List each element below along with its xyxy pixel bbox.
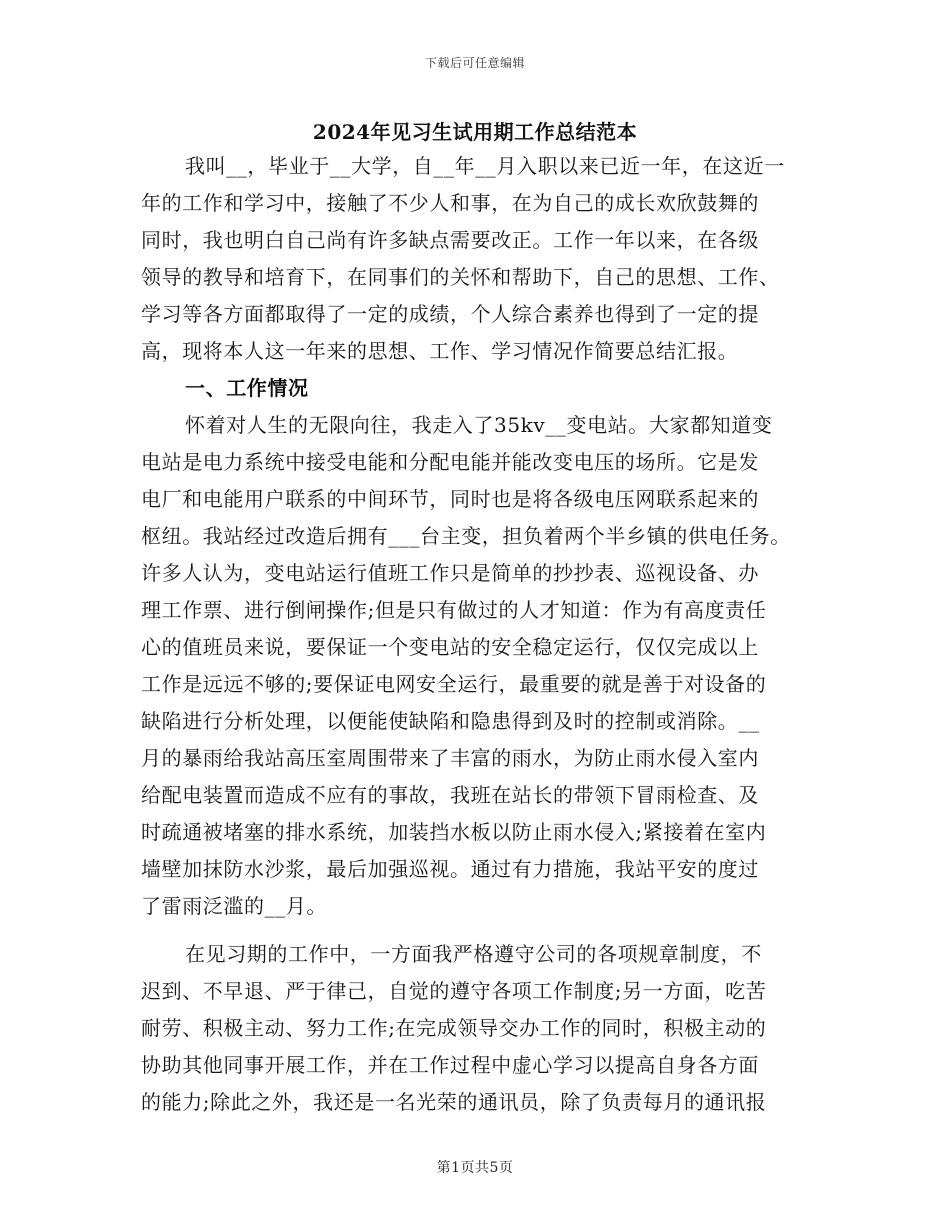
text-line: 枢纽。我站经过改造后拥有___台主变，担负着两个半乡镇的供电任务。 bbox=[141, 524, 791, 548]
paragraph-spacer bbox=[141, 925, 821, 936]
text-line: 电站是电力系统中接受电能和分配电能并能改变电压的场所。它是发 bbox=[141, 450, 759, 474]
text-line: 迟到、不早退、严于律己，自觉的遵守各项工作制度;另一方面，吃苦 bbox=[141, 979, 767, 1003]
text-line: 给配电装置而造成不应有的事故，我班在站长的带领下冒雨检查、及 bbox=[141, 783, 759, 807]
text-line: 月的暴雨给我站高压室周围带来了丰富的雨水，为防止雨水侵入室内 bbox=[141, 746, 759, 770]
text-line: 领导的教导和培育下，在同事们的关怀和帮助下，自己的思想、工作、 bbox=[141, 265, 780, 289]
text-line: 墙壁加抹防水沙浆，最后加强巡视。通过有力措施，我站平安的度过 bbox=[141, 857, 759, 881]
text-line: 年的工作和学习中，接触了不少人和事，在为自己的成长欢欣鼓舞的 bbox=[141, 191, 759, 215]
paragraph-probation-work bbox=[141, 936, 821, 1121]
text-line: 高，现将本人这一年来的思想、工作、学习情况作简要总结汇报。 bbox=[141, 339, 739, 363]
text-line: 我叫__，毕业于__大学，自__年__月入职以来已近一年，在这近一 bbox=[185, 154, 785, 178]
text-line: 缺陷进行分析处理，以便能使缺陷和隐患得到及时的控制或消除。__ bbox=[141, 709, 760, 733]
text-line: 电厂和电能用户联系的中间环节，同时也是将各级电压网联系起来的 bbox=[141, 487, 759, 511]
paragraph-work-situation bbox=[141, 407, 821, 925]
text-line: 时疏通被堵塞的排水系统，加装挡水板以防止雨水侵入;紧接着在室内 bbox=[141, 820, 767, 844]
text-line: 许多人认为，变电站运行值班工作只是简单的抄抄表、巡视设备、办 bbox=[141, 561, 759, 585]
text-line: 同时，我也明白自己尚有许多缺点需要改正。工作一年以来，在各级 bbox=[141, 228, 759, 252]
text-line: 工作是远远不够的;要保证电网安全运行，最重要的就是善于对设备的 bbox=[141, 672, 767, 696]
text-line: 心的值班员来说，要保证一个变电站的安全稳定运行，仅仅完成以上 bbox=[141, 635, 759, 659]
text-line: 耐劳、积极主动、努力工作;在完成领导交办工作的同时，积极主动的 bbox=[141, 1016, 767, 1040]
text-line: 的能力;除此之外，我还是一名光荣的通讯员，除了负责每月的通讯报 bbox=[141, 1090, 767, 1114]
section-heading: 一、工作情况 bbox=[185, 376, 309, 400]
text-line: 理工作票、进行倒闸操作;但是只有做过的人才知道：作为有高度责任 bbox=[141, 598, 767, 622]
document-title: 2024年见习生试用期工作总结范本 bbox=[312, 120, 638, 144]
document-body bbox=[141, 148, 821, 1121]
paragraph-intro bbox=[141, 148, 821, 370]
text-line: 怀着对人生的无限向往，我走入了35kv__变电站。大家都知道变 bbox=[185, 413, 773, 437]
text-line: 了雷雨泛滥的__月。 bbox=[141, 894, 327, 918]
page-number: 第1页共5页 bbox=[436, 1160, 514, 1176]
text-line: 在见习期的工作中，一方面我严格遵守公司的各项规章制度，不 bbox=[185, 942, 762, 966]
text-line: 协助其他同事开展工作，并在工作过程中虚心学习以提高自身各方面 bbox=[141, 1053, 759, 1077]
text-line: 学习等各方面都取得了一定的成绩，个人综合素养也得到了一定的提 bbox=[141, 302, 759, 326]
header-note: 下载后可任意编辑 bbox=[424, 56, 525, 70]
